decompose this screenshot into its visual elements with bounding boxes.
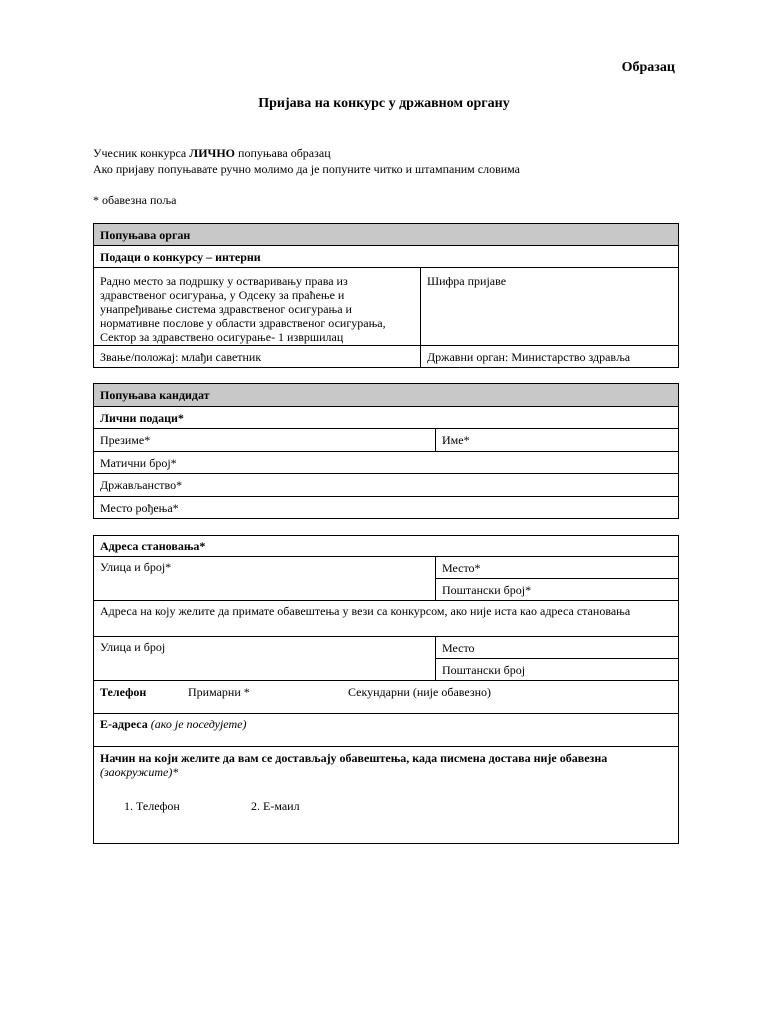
street2-field[interactable]: Улица и број <box>94 637 436 681</box>
postal2-field[interactable]: Поштански број <box>436 659 679 681</box>
organ-subheader: Подаци о конкурсу – интерни <box>94 246 679 268</box>
notice-address-text: Адреса на коју желите да примате обавештења у вези са конкурсом, ако није иста као адреса становања <box>94 601 679 637</box>
name-field[interactable]: Име* <box>436 429 679 452</box>
phone-label: Телефон <box>100 685 147 699</box>
street-field[interactable]: Улица и број* <box>94 557 436 601</box>
intro-line-2: Ако пријаву попуњавате ручно молимо да је попуните читко и штампаним словима <box>93 162 520 176</box>
delivery-note: (заокружите)* <box>100 765 179 779</box>
phone-primary-field[interactable]: Примарни * <box>188 685 250 699</box>
phone-secondary-field[interactable]: Секундарни (није обавезно) <box>348 685 491 699</box>
city-field[interactable]: Место* <box>436 557 679 579</box>
option-phone[interactable]: 1. Телефон <box>124 799 180 813</box>
city2-field[interactable]: Место <box>436 637 679 659</box>
email-label: Е-адреса <box>100 717 148 731</box>
personal-data-heading: Лични подаци* <box>94 407 679 429</box>
page-title: Пријава на конкурс у државном органу <box>258 96 510 111</box>
position-description: Радно место за подршку у остваривању права из здравственог осигурања, у Одсеку за праћење и унапређивање система здравственог осигурања и нормативне послове у области здравственог осигурања, Сектор за здравствено осигурање- 1 извршилац <box>94 268 421 346</box>
delivery-text: Начин на који желите да вам се достављају обавештења, када писмена достава није обавезна <box>100 751 608 765</box>
phone-row <box>94 681 679 714</box>
email-row[interactable] <box>94 714 679 747</box>
surname-field[interactable]: Презиме* <box>94 429 436 452</box>
application-code-field[interactable]: Шифра пријаве <box>421 268 679 346</box>
state-body-cell: Државни орган: Министарство здравља <box>421 346 679 368</box>
citizenship-field[interactable]: Држављанство* <box>94 474 679 497</box>
intro-prefix: Учесник конкурса <box>93 146 190 160</box>
postal-field[interactable]: Поштански број* <box>436 579 679 601</box>
jmbg-field[interactable]: Матични број* <box>94 452 679 474</box>
candidate-table <box>93 383 679 519</box>
organ-header: Попуњава орган <box>94 224 679 246</box>
candidate-header: Попуњава кандидат <box>94 384 679 407</box>
intro-bold: ЛИЧНО <box>189 146 236 160</box>
delivery-row <box>94 747 679 844</box>
address-heading: Адреса становања* <box>94 536 679 557</box>
form-label: Образац <box>621 60 675 75</box>
option-email[interactable]: 2. Е-маил <box>251 799 300 813</box>
email-note: (ако је поседујете) <box>150 717 247 731</box>
intro-suffix: попуњава образац <box>235 146 331 160</box>
address-table <box>93 535 679 844</box>
rank-cell: Звање/положај: млађи саветник <box>94 346 421 368</box>
intro-line-1 <box>93 146 331 161</box>
birthplace-field[interactable]: Место рођења* <box>94 497 679 519</box>
required-note: * обавезна поља <box>93 193 177 207</box>
organ-table <box>93 223 679 368</box>
